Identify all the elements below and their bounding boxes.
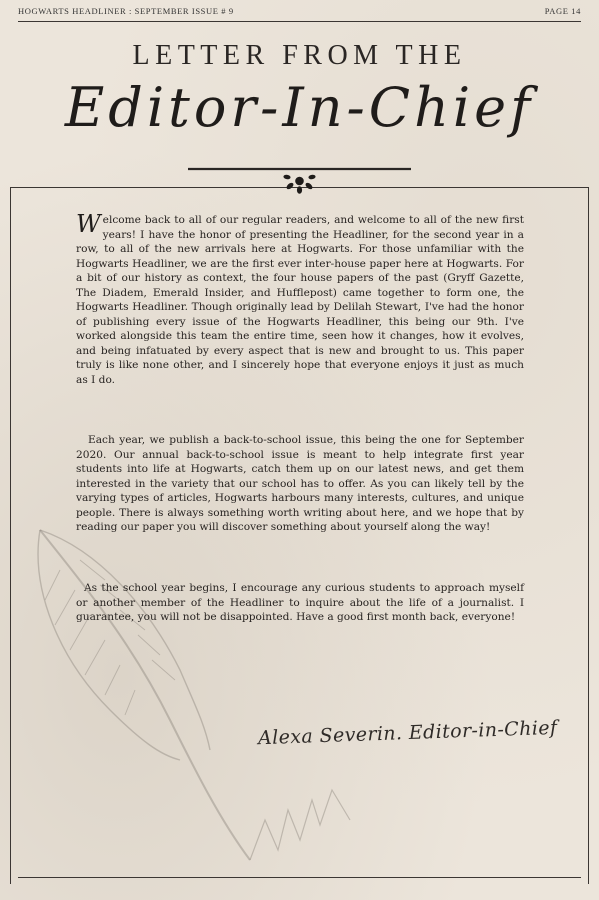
running-header <box>18 6 581 20</box>
header-rule <box>18 21 581 22</box>
letter-paragraph-1 <box>76 210 524 387</box>
letter-paragraph-3: As the school year begins, I encourage any curious students to approach myself or another member of the Headliner to inquire about the life of a journalist. I guarantee, you will not be disappointed. Have a good first month back, everyone! <box>76 582 524 623</box>
page-number: PAGE 14 <box>544 6 581 16</box>
letter-paragraph-2: Each year, we publish a back-to-school issue, this being the one for September 2020. Our annual back-to-school issue is meant to help integrate first year students into life at Hogwarts, catch them up on our latest news, and get them interested in the variety that our school has to offer. As you can likely tell by the varying types of articles, Hogwarts harbours many interests, cultures, and unique people. There is always something worth writing about here, and we hope that by reading our paper you will discover something about yourself along the way! <box>76 434 524 533</box>
drop-cap: W <box>76 210 101 238</box>
ornament-divider-icon <box>188 162 411 196</box>
title-line-2: Editor-In-Chief <box>64 76 535 139</box>
issue-label: HOGWARTS HEADLINER : SEPTEMBER ISSUE # 9 <box>18 6 234 16</box>
editor-signature: Alexa Severin. Editor-in-Chief <box>257 716 558 750</box>
footer-rule <box>18 877 581 878</box>
paragraph-1-text: elcome back to all of our regular readers, and welcome to all of the new first years! I have the honor of presenting the Headliner, for the second year in a row, to all of the new arrivals here at Hogwarts. For those unfamiliar with the Hogwarts Headliner, we are the first ever inter-house paper here at Hogwarts. For a bit of our history as context, the four house papers of the past (Gryff Gazette, The Diadem, Emerald Insider, and Hufflepost) came together to form one, the Hogwarts Headliner. Though originally lead by Delilah Stewart, I've had the honor of publishing every issue of the Hogwarts Headliner, this being our 9th. I've worked alongside this team the entire time, seen how it changes, how it evolves, and being infatuated by every aspect that is new and brought to us. This paper truly is like none other, and I sincerely hope that everyone enjoys it just as much as I do. <box>76 214 524 386</box>
title-line-1: LETTER FROM THE <box>132 40 467 71</box>
quill-feather-icon <box>20 520 380 870</box>
